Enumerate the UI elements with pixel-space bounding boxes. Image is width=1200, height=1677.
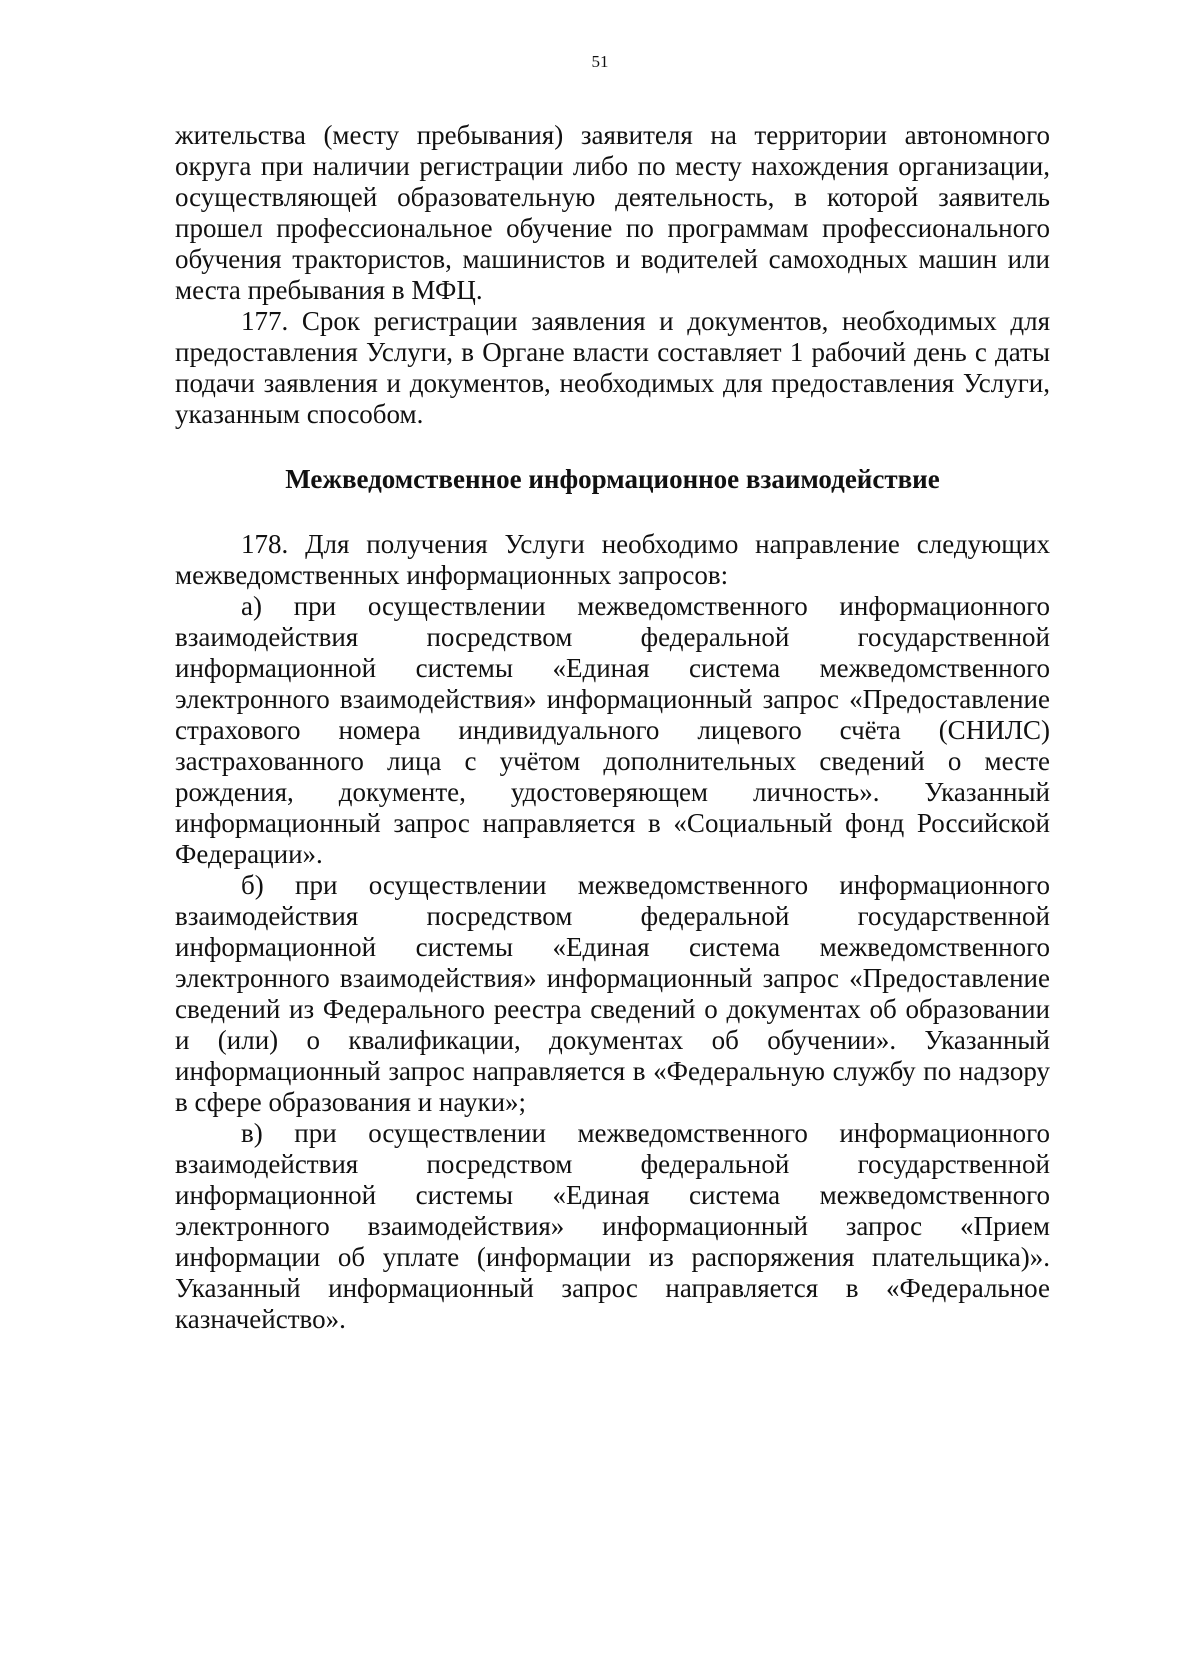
paragraph-177: 177. Срок регистрации заявления и документов, необходимых для предоставления Услуги, в Органе власти составляет 1 рабочий день с даты подачи заявления и документов, необходимых для предоставления Услуги, указанным способом. bbox=[175, 306, 1050, 429]
page-number: 51 bbox=[591, 52, 609, 71]
paragraph-178-b: б) при осуществлении межведомственного информационного взаимодействия посредством федеральной государственной информационной системы «Единая система межведомственного электронного взаимодействия» информационный запрос «Предоставление сведений из Федерального реестра сведений о документах об образовании и (или) о квалификации, документах об обучении». Указанный информационный запрос направляется в «Федеральную службу по надзору в сфере образования и науки»; bbox=[175, 870, 1050, 1117]
paragraph-178-a: а) при осуществлении межведомственного информационного взаимодействия посредством федеральной государственной информационной системы «Единая система межведомственного электронного взаимодействия» информационный запрос «Предоставление страхового номера индивидуального лицевого счёта (СНИЛС) застрахованного лица с учётом дополнительных сведений о месте рождения, документе, удостоверяющем личность». Указанный информационный запрос направляется в «Социальный фонд Российской Федерации». bbox=[175, 591, 1050, 869]
paragraph-continuation: жительства (месту пребывания) заявителя на территории автономного округа при наличии регистрации либо по месту нахождения организации, осуществляющей образовательную деятельность, в которой заявитель прошел профессиональное обучение по программам профессионального обучения трактористов, машинистов и водителей самоходных машин или места пребывания в МФЦ. bbox=[175, 120, 1050, 305]
paragraph-178-v: в) при осуществлении межведомственного информационного взаимодействия посредством федеральной государственной информационной системы «Единая система межведомственного электронного взаимодействия» информационный запрос «Прием информации об уплате (информации из распоряжения плательщика)». Указанный информационный запрос направляется в «Федеральное казначейство». bbox=[175, 1118, 1050, 1334]
document-body bbox=[175, 120, 1050, 1335]
paragraph-178: 178. Для получения Услуги необходимо направление следующих межведомственных информационных запросов: bbox=[175, 529, 1050, 590]
section-heading: Межведомственное информационное взаимодействие bbox=[285, 464, 940, 494]
